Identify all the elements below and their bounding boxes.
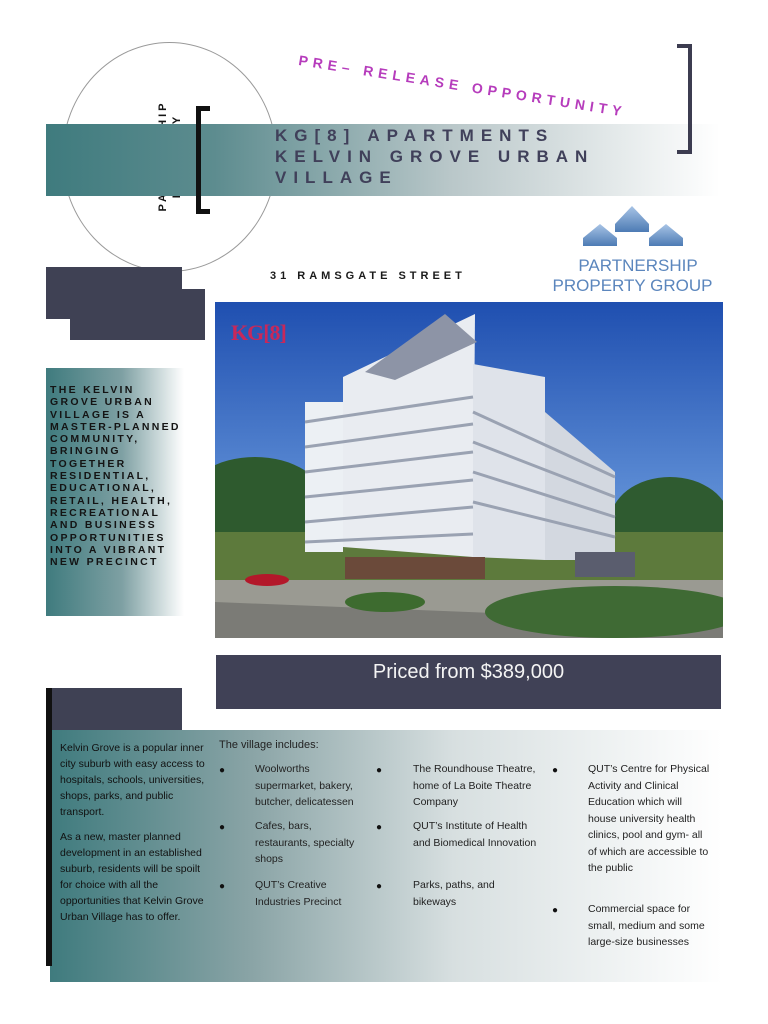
village-item: Woolworths supermarket, bakery, butcher, delicatessen (255, 763, 354, 808)
village-item: Cafes, bars, restaurants, specialty shops (255, 820, 355, 865)
village-heading: The village includes: (219, 739, 319, 751)
info-slate-block (50, 688, 182, 730)
price-text: Priced from $389,000 (372, 661, 565, 683)
intro-paragraph-1: Kelvin Grove is a popular inner city suburb with easy access to hospitals, schools, universities, shops, parks, and public transport. (60, 742, 205, 818)
village-item: QUT’s Centre for Physical Activity and Clinical Education which will house university health clinics, pool and gym- all of which are accessible to the public (588, 763, 710, 874)
village-column-2 (376, 761, 541, 961)
village-column-3 (552, 761, 717, 971)
title-line-3: VILLAGE (275, 168, 398, 187)
tagline-text: THE KELVIN GROVE URBAN VILLAGE IS A MASTER-PLANNED COMMUNITY, BRINGING TOGETHER RESIDENTIAL, EDUCATIONAL, RETAIL, HEALTH, RECREATIONAL AND BUSINESS OPPORTUNITIES INTO A VIBRANT NEW PRECINCT (50, 384, 181, 569)
title-line-1: KG[8] APARTMENTS (275, 126, 555, 145)
title-line-2: KELVIN GROVE URBAN (275, 147, 595, 166)
bullet-icon: ● (552, 765, 559, 776)
bullet-icon: ● (219, 881, 226, 892)
village-item: Parks, paths, and bikeways (413, 879, 495, 908)
info-side-bar (46, 688, 52, 966)
prerelease-heading: PRE– RELEASE OPPORTUNITY (297, 52, 628, 120)
village-item: The Roundhouse Theatre, home of La Boite Theatre Company (413, 763, 536, 808)
village-item: Commercial space for small, medium and some large-size businesses (588, 903, 705, 948)
bullet-icon: ● (219, 822, 226, 833)
bullet-icon: ● (376, 822, 383, 833)
bullet-icon: ● (219, 765, 226, 776)
street-address: 31 RAMSGATE STREET (270, 270, 466, 282)
intro-paragraph-2: As a new, master planned development in an established suburb, residents will be spoilt for choice with all the opportunities that Kelvin Grove Urban Village has to offer. (60, 831, 204, 923)
logo-text-line2: PROPERTY GROUP (552, 276, 713, 295)
logo-text-line1: PARTNERSHIP (578, 256, 698, 275)
village-item: QUT’s Institute of Health and Biomedical Innovation (413, 820, 537, 849)
slate-block-1 (46, 267, 182, 319)
village-column-1 (219, 761, 369, 961)
bullet-icon: ● (376, 765, 383, 776)
page-title (275, 125, 715, 188)
left-bracket (196, 106, 210, 214)
village-item: QUT’s Creative Industries Precinct (255, 879, 342, 908)
building-photo (215, 302, 723, 638)
bullet-icon: ● (552, 905, 559, 916)
kg8-mark: KG[8] (231, 320, 286, 345)
bullet-icon: ● (376, 881, 383, 892)
